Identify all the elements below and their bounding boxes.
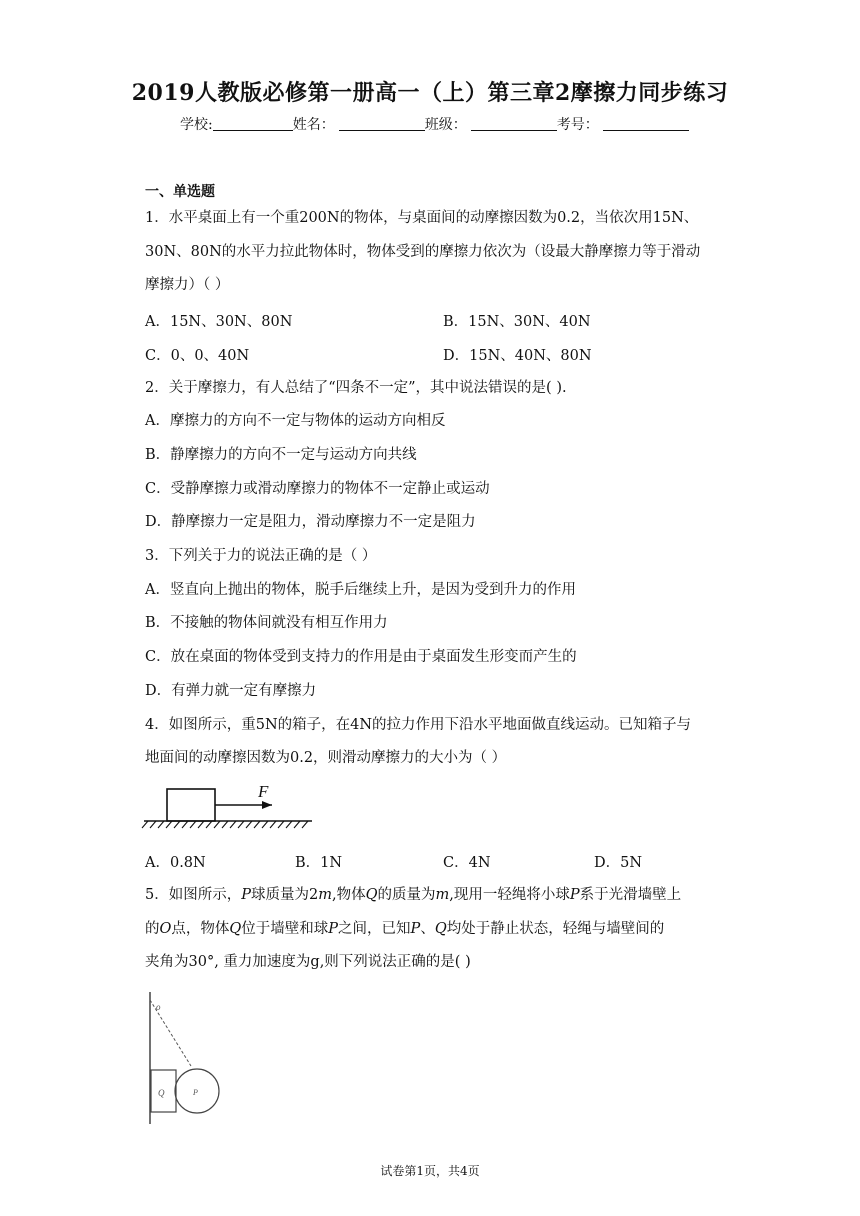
q1-line-3: 摩擦力）（ ）: [145, 277, 230, 293]
q5-l1-p2: P: [569, 887, 580, 903]
q5-l1-m2: m: [435, 887, 450, 903]
force-label: F: [258, 782, 269, 801]
q2-option-a: A．摩擦力的方向不一定与物体的运动方向相反: [145, 413, 446, 429]
q5-l2-e: 、: [420, 921, 435, 937]
q4-option-a: A．0.8N: [145, 855, 206, 871]
page-title: 2019人教版必修第一册高一（上）第三章2摩擦力同步练习: [131, 80, 729, 106]
q1-line-1: 1．水平桌面上有一个重200N的物体，与桌面间的动摩擦因数为0.2，当依次用15N、: [145, 210, 699, 226]
q3-option-d: D．有弹力就一定有摩擦力: [145, 683, 317, 699]
q5-line-3: 夹角为30°, 重力加速度为g,则下列说法正确的是( ): [145, 954, 471, 970]
name-label: 姓名：: [292, 117, 335, 133]
box-pull-figure: [140, 780, 320, 832]
q3-option-b: B．不接触的物体间就没有相互作用力: [145, 615, 388, 631]
q2-option-d: D．静摩擦力一定是阻力，滑动摩擦力不一定是阻力: [145, 514, 476, 530]
exam-no-label: 考号：: [556, 117, 599, 133]
q5-l2-p: P: [328, 921, 339, 937]
q5-l1-q1: Q: [365, 887, 378, 903]
name-blank: [339, 116, 425, 131]
q4-option-b: B．1N: [295, 855, 343, 871]
class-blank: [471, 116, 557, 131]
class-label: 班级：: [424, 117, 467, 133]
school-blank: [213, 116, 293, 131]
q1-option-b: B．15N、30N、40N: [443, 314, 591, 330]
q5-l2-p2: P: [410, 921, 421, 937]
student-info-row: [180, 114, 689, 134]
q5-l1-m1: m: [318, 887, 332, 903]
q5-l1-b: 球质量为2: [251, 887, 319, 903]
q5-l2-q: Q: [229, 921, 242, 937]
q3-stem: 3．下列关于力的说法正确的是（ ）: [145, 548, 377, 564]
wall-ball-figure: [140, 988, 240, 1128]
q5-l2-f: 均处于静止状态，轻绳与墙壁间的: [446, 921, 665, 937]
q5-l1-e: ,现用一轻绳将小球: [449, 887, 570, 903]
q5-l1-f: 系于光滑墙壁上: [579, 887, 682, 903]
q5-l2-d: 之间，已知: [338, 921, 411, 937]
q5-l1-a: 5．如图所示，: [145, 887, 242, 903]
force-arrow-head: [262, 801, 272, 809]
box-shape: [167, 789, 215, 821]
q1-option-d: D．15N、40N、80N: [443, 348, 592, 364]
q3-option-a: A．竖直向上抛出的物体，脱手后继续上升，是因为受到升力的作用: [145, 582, 576, 598]
school-label: 学校:: [180, 117, 213, 133]
q4-option-c: C．4N: [443, 855, 491, 871]
q5-l1-d: 的质量为: [377, 887, 436, 903]
q1-option-a: A．15N、30N、80N: [145, 314, 293, 330]
q5-l1-c: ,物体: [331, 887, 366, 903]
q2-option-c: C．受静摩擦力或滑动摩擦力的物体不一定静止或运动: [145, 481, 490, 497]
q5-line-1: [145, 885, 681, 905]
q4-option-d: D．5N: [594, 855, 643, 871]
q1-option-c: C．0、0、40N: [145, 348, 250, 364]
q5-l1-p1: P: [241, 887, 251, 903]
section-heading: 一、单选题: [145, 184, 215, 200]
ground-hatching: [142, 821, 308, 828]
q5-line-2: [145, 919, 664, 939]
q5-l2-c: 位于墙壁和球: [241, 921, 329, 937]
q4-line-1: 4．如图所示，重5N的箱子，在4N的拉力作用下沿水平地面做直线运动。已知箱子与: [145, 717, 692, 733]
ball-p-label: P: [193, 1088, 198, 1097]
q2-option-b: B．静摩擦力的方向不一定与运动方向共线: [145, 447, 417, 463]
block-q-label: Q: [158, 1088, 165, 1098]
q1-line-2: 30N、80N的水平力拉此物体时，物体受到的摩擦力依次为（设最大静摩擦力等于滑动: [145, 244, 701, 260]
q3-option-c: C．放在桌面的物体受到支持力的作用是由于桌面发生形变而产生的: [145, 649, 577, 665]
exam-no-blank: [603, 116, 689, 131]
q4-line-2: 地面间的动摩擦因数为0.2，则滑动摩擦力的大小为（ ）: [145, 750, 507, 766]
q2-stem: 2．关于摩擦力，有人总结了“四条不一定”，其中说法错误的是( ).: [145, 380, 567, 396]
page-footer: 试卷第1页，共4页: [380, 1164, 480, 1178]
q5-l2-b: 点，物体: [171, 921, 230, 937]
q5-l2-o: O: [159, 921, 172, 937]
q5-l2-a: 的: [145, 921, 160, 937]
q5-l2-q2: Q: [434, 921, 447, 937]
point-o-label: o: [156, 1002, 161, 1012]
